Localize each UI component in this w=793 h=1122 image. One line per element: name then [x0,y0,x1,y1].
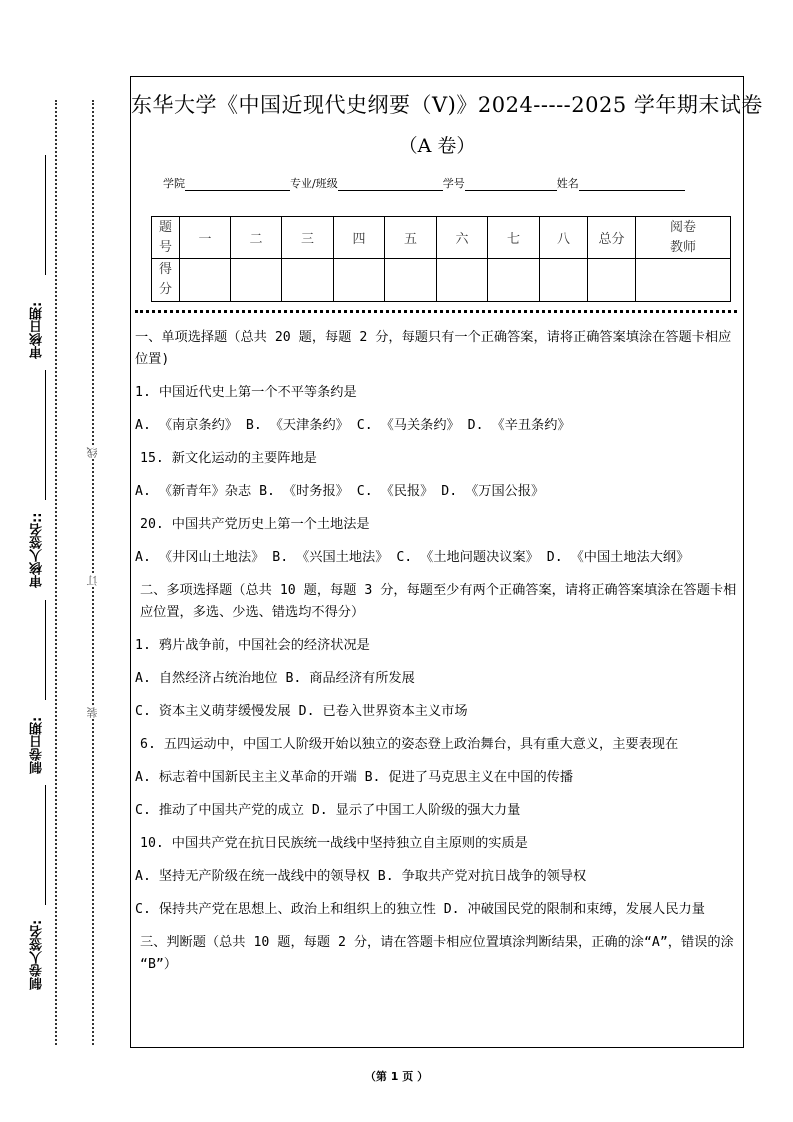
question-stem: 10. 中国共产党在抗日民族统一战线中坚持独立自主原则的实质是 [140,836,528,851]
binding-dotted-line-inner [55,100,57,1045]
question-stem: 20. 中国共产党历史上第一个土地法是 [140,517,370,532]
column-header: 六 [437,217,488,259]
column-header: 总分 [588,217,636,259]
column-header: 五 [385,217,437,259]
question-stem: 1. 鸦片战争前，中国社会的经济状况是 [135,638,370,653]
score-row [152,259,731,302]
paper-maker-signature-label: 制卷人签名: [26,910,50,1000]
grader-column-header: 阅卷教师 [669,219,696,255]
column-header: 八 [540,217,588,259]
question-options: C. 推动了中国共产党的成立 D. 显示了中国工人阶级的强大力量 [135,803,521,818]
question-number-row [152,217,731,259]
student-id-label: 学号 [442,177,465,190]
binding-char-line: 线 [86,447,99,458]
score-cell[interactable] [588,259,636,302]
question-stem: 6. 五四运动中，中国工人阶级开始以独立的姿态登上政治舞台，具有重大意义，主要表现在 [140,737,679,752]
question-options: A. 《井冈山土地法》 B. 《兴国土地法》 C. 《土地问题决议案》 D. 《中国土地法大纲》 [135,550,690,565]
binding-char-staple: 订 [86,575,99,586]
column-header: 三 [282,217,334,259]
college-field[interactable] [185,178,290,191]
column-header: 四 [334,217,385,259]
student-info-row [163,175,685,191]
score-cell[interactable] [437,259,488,302]
question-options: C. 资本主义萌芽缓慢发展 D. 已卷入世界资本主义市场 [135,704,468,719]
review-date-label: 审核日期: [26,290,50,370]
reviewer-signature-label: 审核人签名:: [26,500,50,600]
question-options: A. 自然经济占统治地位 B. 商品经济有所发展 [135,671,415,686]
student-id-field[interactable] [465,178,557,191]
score-table [151,216,731,302]
score-cell[interactable] [282,259,334,302]
paper-date-label: 制卷日期: [26,705,50,785]
score-cell[interactable] [540,259,588,302]
question-stem: 1. 中国近代史上第一个不平等条约是 [135,385,357,400]
exam-subtitle: （A 卷） [398,135,476,157]
question-options: A. 标志着中国新民主主义革命的开端 B. 促进了马克思主义在中国的传播 [135,770,574,785]
column-header: 二 [231,217,282,259]
page-number: （第 1 页 ） [364,1070,429,1083]
score-cell[interactable] [488,259,540,302]
question-options: A. 《南京条约》 B. 《天津条约》 C. 《马关条约》 D. 《辛丑条约》 [135,418,571,433]
column-header: 七 [488,217,540,259]
signature-line [45,600,46,700]
signature-line [45,370,46,520]
major-class-field[interactable] [338,178,443,191]
section-heading-true-false: 三、判断题（总共 10 题，每题 2 分，请在答题卡相应位置填涂判断结果，正确的涂“A”，错误的涂 “B”） [140,935,734,972]
signature-line [45,785,46,905]
question-number-label: 题号 [158,219,172,255]
binding-char-bind: 装 [86,707,99,718]
name-label: 姓名 [556,177,579,190]
grader-cell[interactable] [636,259,731,302]
column-header: 一 [180,217,231,259]
question-options: C. 保持共产党在思想上、政治上和组织上的独立性 D. 冲破国民党的限制和束缚，发展人民力量 [135,902,705,917]
question-options: A. 坚持无产阶级在统一战线中的领导权 B. 争取共产党对抗日战争的领导权 [135,869,587,884]
binding-dotted-line-outer [92,100,94,1045]
dotted-separator [135,310,737,313]
signature-line [45,155,46,275]
name-field[interactable] [579,178,685,191]
score-cell[interactable] [231,259,282,302]
major-class-label: 专业/班级 [290,177,338,190]
exam-questions [135,327,739,976]
score-cell[interactable] [180,259,231,302]
exam-title: 东华大学《中国近现代史纲要（V)》2024-----2025 学年期末试卷 [131,93,763,117]
section-heading-single-choice: 一、单项选择题（总共 20 题，每题 2 分，每题只有一个正确答案，请将正确答案填涂在答题卡相应位置) [135,330,732,367]
question-options: A. 《新青年》杂志 B. 《时务报》 C. 《民报》 D. 《万国公报》 [135,484,545,499]
exam-page-frame [130,76,763,1048]
college-label: 学院 [163,177,185,190]
score-cell[interactable] [385,259,437,302]
score-cell[interactable] [334,259,385,302]
score-label: 得分 [158,262,172,297]
question-stem: 15. 新文化运动的主要阵地是 [140,451,317,466]
section-heading-multiple-choice: 二、多项选择题（总共 10 题，每题 3 分，每题至少有两个正确答案，请将正确答案填涂在答题卡相应位置，多选、少选、错选均不得分） [140,583,737,620]
